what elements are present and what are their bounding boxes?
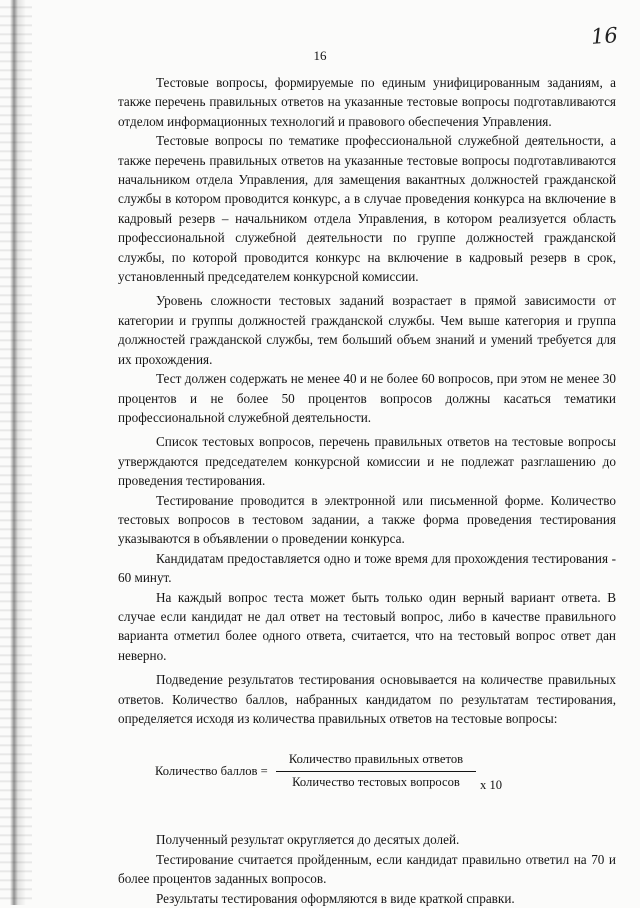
formula-multiplier: x 10 xyxy=(480,778,503,793)
formula-denominator: Количество тестовых вопросов xyxy=(292,774,460,789)
paragraph: Тестовые вопросы, формируемые по единым унифицированным заданиям, а также перечень правильных ответов на указанные тестовые вопросы подготавливаются отделом информационных технологий и правового обеспечения Управления. xyxy=(118,75,616,129)
formula-label: Количество баллов = xyxy=(155,764,268,779)
paragraph: Полученный результат округляется до десятых долей. xyxy=(156,832,460,848)
paragraph: Результаты тестирования оформляются в виде краткой справки. xyxy=(156,890,515,906)
scan-binding-edge xyxy=(0,0,32,905)
score-formula xyxy=(118,750,616,812)
document-body xyxy=(118,73,616,908)
handwritten-page-number: 16 xyxy=(590,23,619,49)
paragraph: Тест должен содержать не менее 40 и не более 60 вопросов, при этом не менее 30 процентов и не более 50 процентов вопросов должны касаться тематики профессиональной служебной деятельности. xyxy=(118,371,616,425)
paragraph: Тестирование проводится в электронной или письменной форме. Количество тестовых вопросов в тестовом задании, а также форма проведения тестирования указываются в объявлении о проведении конкурса. xyxy=(118,492,616,547)
paragraph: Тестирование считается пройденным, если кандидат правильно ответил на 70 и более процентов заданных вопросов. xyxy=(118,851,616,887)
paragraph: Кандидатам предоставляется одно и тоже время для прохождения тестирования - 60 минут. xyxy=(118,550,616,586)
paragraph: Список тестовых вопросов, перечень правильных ответов на тестовые вопросы утверждаются председателем конкурсной комиссии и не подлежат разглашению до проведения тестирования. xyxy=(118,434,616,489)
formula-fraction xyxy=(276,750,476,792)
paragraph: Тестовые вопросы по тематике профессиональной служебной деятельности, а также перечень правильных ответов на указанные тестовые вопросы подготавливаются начальником отдела Управления, для замещения вакантных должностей гражданской службы в котором проводится конкурс, а в случае проведения конкурса на включение в кадровый резерв – начальником отдела Управления, в котором реализуется область профессиональной служебной деятельности по группе должностей гражданской службы, по которой проводится конкурс на включение в кадровый резерв в срок, установленный председателем конкурсной комиссии. xyxy=(118,133,616,285)
formula-numerator: Количество правильных ответов xyxy=(276,750,476,771)
page-number: 16 xyxy=(313,48,327,63)
paragraph: Подведение результатов тестирования основывается на количестве правильных ответов. Количество баллов, набранных кандидатом по результатам тестирования, определяется исходя из количества правильных ответов на тестовые вопросы: xyxy=(118,672,616,726)
paragraph: На каждый вопрос теста может быть только один верный вариант ответа. В случае если кандидат не дал ответ на тестовый вопрос, либо в качестве правильного варианта отметил более одного ответа, считается, что на тестовый вопрос ответ дан неверно. xyxy=(118,589,616,663)
paragraph: Уровень сложности тестовых заданий возрастает в прямой зависимости от категории и группы должностей гражданской службы. Чем выше категория и группа должностей гражданской службы, тем больший объем знаний и умений требуется для их прохождения. xyxy=(118,293,616,367)
